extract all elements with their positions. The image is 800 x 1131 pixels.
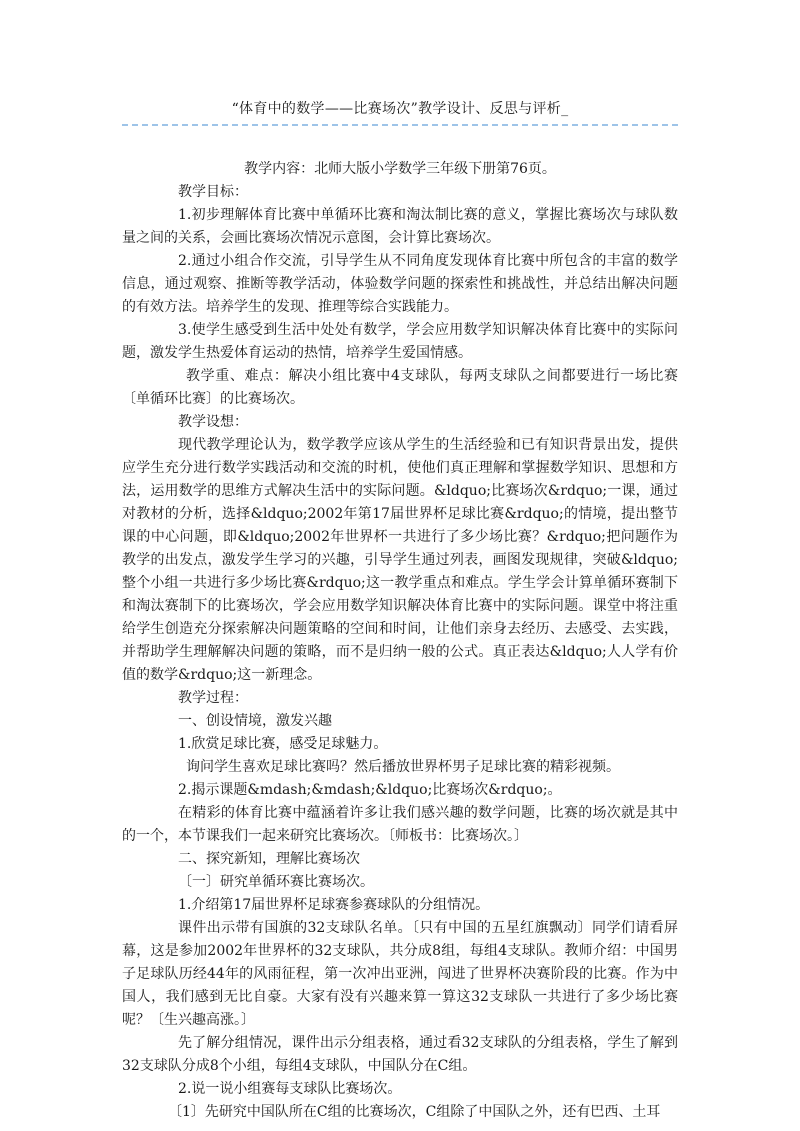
paragraph: 〔一〕研究单循环赛比赛场次。: [178, 874, 374, 890]
document-title: “体育中的数学——比赛场次”教学设计、反思与评析_: [231, 101, 569, 117]
paragraph: 教学内容：北师大版小学数学三年级下册第76页。: [244, 161, 556, 177]
paragraph: 现代教学理论认为，数学教学应该从学生的生活经验和已有知识背景出发，提供应学生充分进行数学实践活动和交流的时机，使他们真正理解和掌握数学知识、思想和方法，运用数学的思维方式解决生活中的实际问题。&ldquo;比赛场次&rdquo;一课，通过对教材的分析，选择&ldquo;2002年第17届世界杯足球比赛&rdquo;的情境，提出整节课的中心问题，即&ldquo;2002年世界杯一共进行了多少场比赛？&rdquo;把问题作为教学的出发点，激发学生学习的兴趣，引导学生通过列表，画图发现规律，突破&ldquo;整个小组一共进行多少场比赛&rdquo;这一教学重点和难点。学生学会计算单循环赛制下和淘汰赛制下的比赛场次，学会应用数学知识解决体育比赛中的实际问题。课堂中将注重给学生创造充分探索解决问题策略的空间和时间，让他们亲身去经历、去感受、去实践，并帮助学生理解解决问题的策略，而不是归纳一般的公式。真正表达&ldquo;人人学有价值的数学&rdquo;这一新理念。: [122, 437, 678, 683]
paragraph: 1.介绍第17届世界杯足球赛参赛球队的分组情况。: [178, 897, 490, 913]
paragraph: 1.欣赏足球比赛，感受足球魅力。: [178, 736, 388, 752]
paragraph: 3.使学生感受到生活中处处有数学，学会应用数学知识解决体育比赛中的实际问题，激发学生热爱体育运动的热情，培养学生爱国情感。: [122, 322, 678, 361]
paragraph: 二、探究新知，理解比赛场次: [178, 851, 360, 867]
paragraph: 2.揭示课题&mdash;&mdash;&ldquo;比赛场次&rdquo;。: [178, 782, 562, 798]
paragraph: 2.说一说小组赛每支球队比赛场次。: [178, 1081, 402, 1097]
paragraph: 先了解分组情况，课件出示分组表格，通过看32支球队的分组表格，学生了解到32支球队分成8个小组，每组4支球队，中国队分在C组。: [122, 1035, 678, 1074]
paragraph: 教学目标：: [178, 184, 248, 200]
paragraph: 〔1〕先研究中国队所在C组的比赛场次，C组除了中国队之外，还有巴西、土耳: [168, 1104, 661, 1120]
paragraph: 课件出示带有国旗的32支球队名单。〔只有中国的五星红旗飘动〕同学们请看屏幕，这是参加2002年世界杯的32支球队，共分成8组，每组4支球队。教师介绍：中国男子足球队历经44年的风雨征程，第一次冲出亚洲，闯进了世界杯决赛阶段的比赛。作为中国人，我们感到无比自豪。大家有没有兴趣来算一算这32支球队一共进行了多少场比赛呢？〔生兴趣高涨。〕: [122, 920, 678, 1028]
document-body: [122, 158, 678, 1124]
paragraph: 教学过程：: [178, 690, 248, 706]
paragraph: 询问学生喜欢足球比赛吗？然后播放世界杯男子足球比赛的精彩视频。: [186, 759, 620, 775]
paragraph: 教学重、难点：解决小组比赛中4支球队，每两支球队之间都要进行一场比赛〔单循环比赛〕的比赛场次。: [122, 368, 678, 407]
dashed-divider: [122, 124, 678, 126]
paragraph: 教学设想：: [178, 414, 248, 430]
paragraph: 2.通过小组合作交流，引导学生从不同角度发现体育比赛中所包含的丰富的数学信息，通过观察、推断等教学活动，体验数学问题的探索性和挑战性，并总结出解决问题的有效方法。培养学生的发现、推理等综合实践能力。: [122, 253, 678, 315]
paragraph: 一、创设情境，激发兴趣: [178, 713, 332, 729]
paragraph: 在精彩的体育比赛中蕴涵着许多让我们感兴趣的数学问题，比赛的场次就是其中的一个，本节课我们一起来研究比赛场次。〔师板书：比赛场次。〕: [122, 805, 678, 844]
paragraph: 1.初步理解体育比赛中单循环比赛和淘汰制比赛的意义，掌握比赛场次与球队数量之间的关系，会画比赛场次情况示意图，会计算比赛场次。: [122, 207, 678, 246]
